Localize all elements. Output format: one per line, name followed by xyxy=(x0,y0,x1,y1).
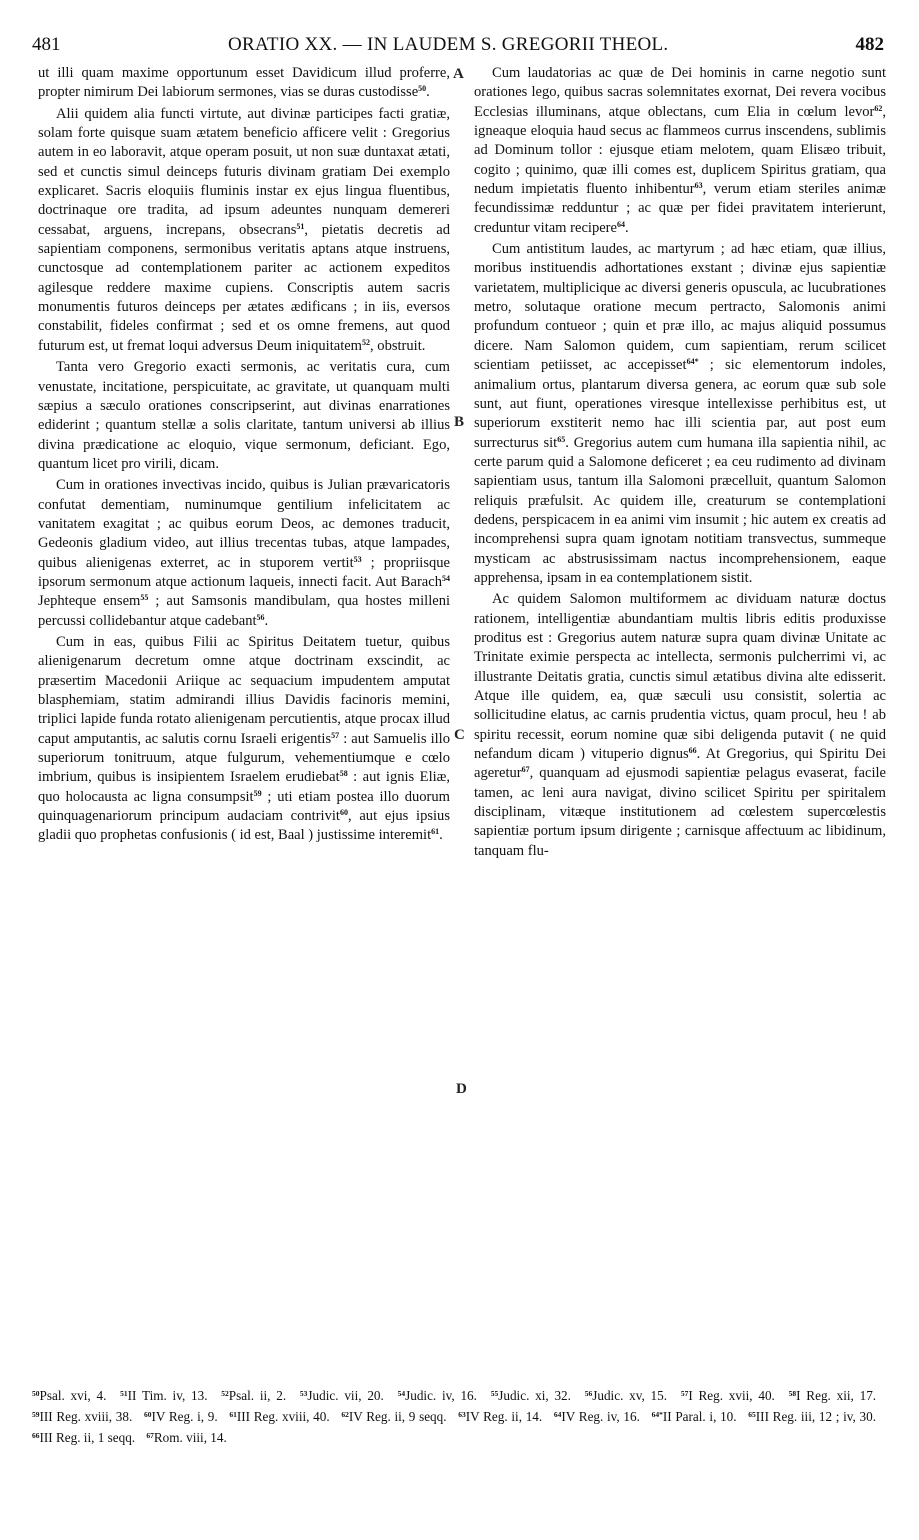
footnote xyxy=(32,1388,106,1403)
footnote-ref: 56 xyxy=(584,1389,593,1398)
page-number-left: 481 xyxy=(32,34,61,55)
footnote xyxy=(32,1409,132,1424)
footnote-text: IV Reg. ii, 14. xyxy=(465,1409,543,1424)
footnote-ref: 58 xyxy=(788,1389,797,1398)
footnote-ref: 53 xyxy=(299,1389,308,1398)
paragraph-text: Cum antistitum laudes, ac martyrum ; ad hæc etiam, quæ illius, moribus instituendis adhortationes exstant ; divinæ ejus sapientiæ varietatem, multiplicique ac diversi generis opuscula, ac lucubrationes metro, solutaque oratione mecum pertracto, Salomonis animi profundum contueor ; quin et præ illo, ac majus aliquid possumus dicere. Nam Salomon quidem, cum sapientiam, rerum scilicet scientiam petiisset, ac accepisset xyxy=(474,241,886,374)
footnote xyxy=(146,1430,226,1445)
footnote xyxy=(652,1409,737,1424)
footnote xyxy=(491,1388,571,1403)
paragraph-text: ut illi quam maxime opportunum esset Davidicum illud proferre, propter nimirum Dei labiorum sermones, vias se duras custodisse xyxy=(38,65,450,101)
footnote xyxy=(748,1409,876,1424)
paragraph-text: . xyxy=(624,219,629,236)
footnote-ref: 54 xyxy=(442,573,450,583)
footnote-text: IV Reg. i, 9. xyxy=(151,1409,218,1424)
footnote-ref: 66 xyxy=(688,746,697,756)
paragraph xyxy=(38,105,450,356)
paragraph xyxy=(38,476,450,631)
left-column xyxy=(38,64,450,846)
margin-marker-c: C xyxy=(454,727,465,743)
footnote-ref: 61 xyxy=(431,827,440,837)
running-title: ORATIO XX. — IN LAUDEM S. GREGORII THEOL. xyxy=(228,34,669,55)
footnote-ref: 63 xyxy=(458,1410,466,1419)
footnote xyxy=(681,1388,775,1403)
footnote xyxy=(585,1388,667,1403)
footnote-ref: 67 xyxy=(521,765,530,775)
paragraph xyxy=(38,64,450,103)
page-header xyxy=(32,34,884,64)
footnote-ref: 55 xyxy=(140,593,149,603)
footnote-text: Psal. xvi, 4. xyxy=(39,1388,107,1403)
paragraph-text: Alii quidem alia functi virtute, aut divinæ participes facti gratiæ, solam forte quisque suam ætatem beneficio afficere velit : Gregorius autem in eo laboravit, atque operam posuit, ut non suæ duntaxat ætati, sed et cunctis simul deinceps futuris divinam gratiam Dei exemplo explicaret. Sacris eloquiis fluminis instar ex ejus lingua fluentibus, doctrinaque ore tradita, ad ipsum adeuntes nunquam demereri cessabat, arguens, increpans, obsecrans xyxy=(38,105,450,238)
footnote-text: II Tim. iv, 13. xyxy=(127,1388,208,1403)
footnote-text: Judic. xi, 32. xyxy=(498,1388,571,1403)
footnote-ref: 64* xyxy=(686,357,699,367)
footnote-ref: 67 xyxy=(146,1431,154,1440)
paragraph-text: Cum in eas, quibus Filii ac Spiritus Deitatem tuetur, quibus alienigenarum decretum omne atque doctrinam exscindit, ac præsertim Macedonii Ariique ac sequacium impudentem amputat blasphemiam, statim admirandi illius Davidis facinoris memini, triplici lapide funda rotato alienigenam percutientis, atque procax illud caput amputantis, ac salutis cornu Israeli erigentis xyxy=(38,633,450,747)
footnote-text: Judic. xv, 15. xyxy=(592,1388,668,1403)
right-column xyxy=(474,64,886,861)
footnote-ref: 64* xyxy=(651,1410,663,1419)
footnote-ref: 57 xyxy=(680,1389,689,1398)
footnotes xyxy=(32,1384,884,1447)
footnote-ref: 54 xyxy=(397,1389,406,1398)
footnote-ref: 64 xyxy=(616,219,625,229)
page-number-right: 482 xyxy=(855,34,884,55)
paragraph-text: Tanta vero Gregorio exacti sermonis, ac veritatis cura, cum venustate, incitatione, perspicuitate, ac gravitate, ut quanquam multi sæpius a sæculo orationes conscripserint, aut divinas enarrationes ediderint ; quantum stellæ a solis claritate, tantum universi ab illius divina prædicatione ac eloquio, vique sermonum, deficiant. Ego, quantum licet pro virili, dicam. xyxy=(38,359,450,472)
footnote-ref: 51 xyxy=(296,221,305,231)
footnote-ref: 66 xyxy=(32,1431,40,1440)
paragraph-text: ; propriisque ipsorum sermonum atque actionum laqueis, innecti facit. Aut Barach xyxy=(38,554,450,590)
footnote xyxy=(221,1388,286,1403)
margin-marker-a: A xyxy=(453,66,464,82)
footnote xyxy=(300,1388,384,1403)
footnote xyxy=(398,1388,477,1403)
margin-marker-d: D xyxy=(456,1081,467,1097)
paragraph-text: Jephteque ensem xyxy=(38,593,141,610)
footnote-text: III Reg. xviii, 38. xyxy=(39,1409,133,1424)
paragraph-text: : aut ignis Eliæ, quo holocausta ac ligna consumpsit xyxy=(38,769,450,805)
footnote-ref: 50 xyxy=(32,1389,40,1398)
footnote-text: Judic. iv, 16. xyxy=(405,1388,477,1403)
paragraph-text: Cum in orationes invectivas incido, quibus is Julian prævaricatoris confutat dementiam, numinumque gentilium infelicitatem ac vanitatem exagitat ; ac quibus eorum Deos, ac demones traducit, Gedeonis gladium video, aut illius trecentas tubas, atque lampades, quibus alienigenas exterret, ac in stuporem vertit xyxy=(38,477,450,571)
footnote-ref: 64 xyxy=(553,1410,562,1419)
paragraph-text: , aut ejus ipsius gladii quo prophetas confusionis ( id est, Baal ) justissime interemit xyxy=(38,808,450,844)
paragraph-text: , igneaque eloquia haud secus ac flammeos currus inscendens, sublimis ad Dominum tollor : ejusque etiam melotem, quam Elisæo tribuit, cogito ; quinimo, quæ illi comes est, duplicem Spiritus gratiam, qua nedum impietatis fluento inhibentur xyxy=(474,103,886,198)
footnote-text: I Reg. xvii, 40. xyxy=(688,1388,775,1403)
paragraph-text: . xyxy=(439,827,443,844)
paragraph xyxy=(474,590,886,861)
paragraph xyxy=(38,633,450,846)
footnote-text: IV Reg. ii, 9 seqq. xyxy=(348,1409,447,1424)
footnote xyxy=(32,1430,135,1445)
paragraph-text: . xyxy=(426,84,430,101)
footnote-text: III Reg. xviii, 40. xyxy=(236,1409,330,1424)
footnote-text: I Reg. xii, 17. xyxy=(796,1388,877,1403)
footnote-ref: 55 xyxy=(490,1389,499,1398)
paragraph-text: , pietatis decretis ad sapientiam componens, sermonibus veritatis aptans atque instruens, cunctosque ad contemplationem pariter ac actionem expeditos agilesque reddere maxime cupiens. Conscriptis autem sacris monumentis futuros deinceps per ætates ædificans ; in iis, eversos constabilit, fideles confirmat ; sed et os omne fremens, aut quod futurum est, ut fremat loqui adversus Deum iniquitatem xyxy=(38,221,450,354)
paragraph-text: : aut Samuelis illo superiorum tonitruum, atque fulgurum, vehementiumque e cœlo imbrium, quibus is insipientem Israelem erudiebat xyxy=(38,730,450,786)
footnote-text: III Reg. ii, 1 seqq. xyxy=(39,1430,136,1445)
footnote-ref: 61 xyxy=(229,1410,237,1419)
paragraph-text: ; sic elementorum indoles, animalium ortus, plantarum diversa genera, ac eorum quæ sub sole sunt, aut fiunt, operationes viresque intellexisse perhibitus est, ut superiorum exstiterit nemo hac illi scientia par, aut post eum surrecturus sit xyxy=(474,357,887,451)
footnote-ref: 62 xyxy=(874,103,883,113)
paragraph-text: Ac quidem Salomon multiformem ac dividuam naturæ doctus rationem, intelligentiæ abundantiam multis libris editis produxisse proditus est : Gregorius autem naturæ supra quam divinæ Unitate ac Trinitate eximie perspecta ac intellecta, sermonis pulcherrimi vi, ac illustrante Deitatis gratia, cunctis simul ætatibus divina alte edisserit. Atque ille quidem, ea, quæ sæculi usu consistit, solertia ac sollicitudine elatus, ac carnis prudentia victus, quam procul, heu ! ab spiritu recessit, eorum nomine quæ sibi deligenda putavit ( ne quid nefandum dicam ) vituperio dignus xyxy=(474,591,886,763)
footnote-text: IV Reg. iv, 16. xyxy=(561,1409,640,1424)
footnote-ref: 63 xyxy=(694,181,703,191)
footnote-ref: 51 xyxy=(120,1389,128,1398)
paragraph-text: , verum etiam steriles animæ fecundissimæ redduntur ; ac quæ per fidei pravitatem interierunt, creduntur vitam recipere xyxy=(474,181,887,236)
paragraph xyxy=(474,64,886,238)
footnote-text: Psal. ii, 2. xyxy=(228,1388,287,1403)
footnote-ref: 50 xyxy=(418,84,427,94)
footnote-ref: 59 xyxy=(253,788,262,798)
footnote-ref: 60 xyxy=(143,1410,152,1419)
paragraph-text: ; aut Samsonis mandibulam, qua hostes milleni percussi collidebantur atque cadebant xyxy=(38,593,451,629)
footnote-ref: 65 xyxy=(748,1410,756,1419)
paragraph xyxy=(38,358,450,474)
footnote xyxy=(554,1409,640,1424)
paragraph-text: . At Gregorius, qui Spiritu Dei ageretur xyxy=(474,746,886,782)
footnote-ref: 52 xyxy=(221,1389,229,1398)
footnote xyxy=(120,1388,207,1403)
footnote-ref: 58 xyxy=(339,769,348,779)
footnote xyxy=(144,1409,218,1424)
footnote-ref: 52 xyxy=(362,337,371,347)
footnote-text: II Paral. i, 10. xyxy=(662,1409,737,1424)
footnote-ref: 59 xyxy=(32,1410,40,1419)
footnote-ref: 65 xyxy=(557,434,566,444)
paragraph-text: . xyxy=(264,612,269,629)
footnote-ref: 56 xyxy=(256,612,265,622)
paragraph xyxy=(474,240,886,588)
footnote-text: III Reg. iii, 12 ; iv, 30. xyxy=(755,1409,877,1424)
paragraph-text: . Gregorius autem cum humana illa sapientia nihil, ac certe parum quid a Salomone deficeret ; ea ceu rudimento ad divinam sapientiam usus, tantum illa Salomoni præcelluit, quantum Salomon reliquis præfulsit. Ac quidem ille, creaturum se contemplationi dedens, perspicacem in ea animi vim insumit ; hic autem ex creatis ad incomprehensi supra quam ignotam notitiam transvectus, summeque mysticam ac abstrusissimam nactus incomprehensionem, eaque apprehensa, ipsam in ea contemplationem sistit. xyxy=(474,434,887,586)
paragraph-text: , quanquam ad ejusmodi sapientiæ pelagus evaserat, facile tamen, ac leni aura navigat, divino scilicet Spiritu per spiritalem disciplinam, vitæque institutionem ad cœlestem supercœlestis sapientiæ portum ipsum dirigente ; carnisque affectuum ac libidinum, tanquam flu- xyxy=(474,765,886,859)
footnote xyxy=(229,1409,329,1424)
footnote xyxy=(789,1388,876,1403)
footnote-ref: 53 xyxy=(353,554,362,564)
footnote-ref: 62 xyxy=(341,1410,349,1419)
footnote xyxy=(341,1409,446,1424)
paragraph-text: , obstruit. xyxy=(370,337,426,354)
footnote-text: Rom. viii, 14. xyxy=(153,1430,227,1445)
footnote-ref: 57 xyxy=(331,730,340,740)
margin-marker-b: B xyxy=(454,414,465,430)
footnote xyxy=(458,1409,542,1424)
footnote-ref: 60 xyxy=(339,808,348,818)
paragraph-text: Cum laudatorias ac quæ de Dei hominis in carne negotio sunt orationes lego, quibus sacras solemnitates exornat, Dei revera vocibus Ecclesias illuminans, atque oblectans, cum Elia in cœlum levor xyxy=(474,65,886,120)
footnote-text: Judic. vii, 20. xyxy=(307,1388,384,1403)
paragraph-text: ; uti etiam postea illo duorum quinquagenariorum principum audaciam contrivit xyxy=(38,788,450,825)
